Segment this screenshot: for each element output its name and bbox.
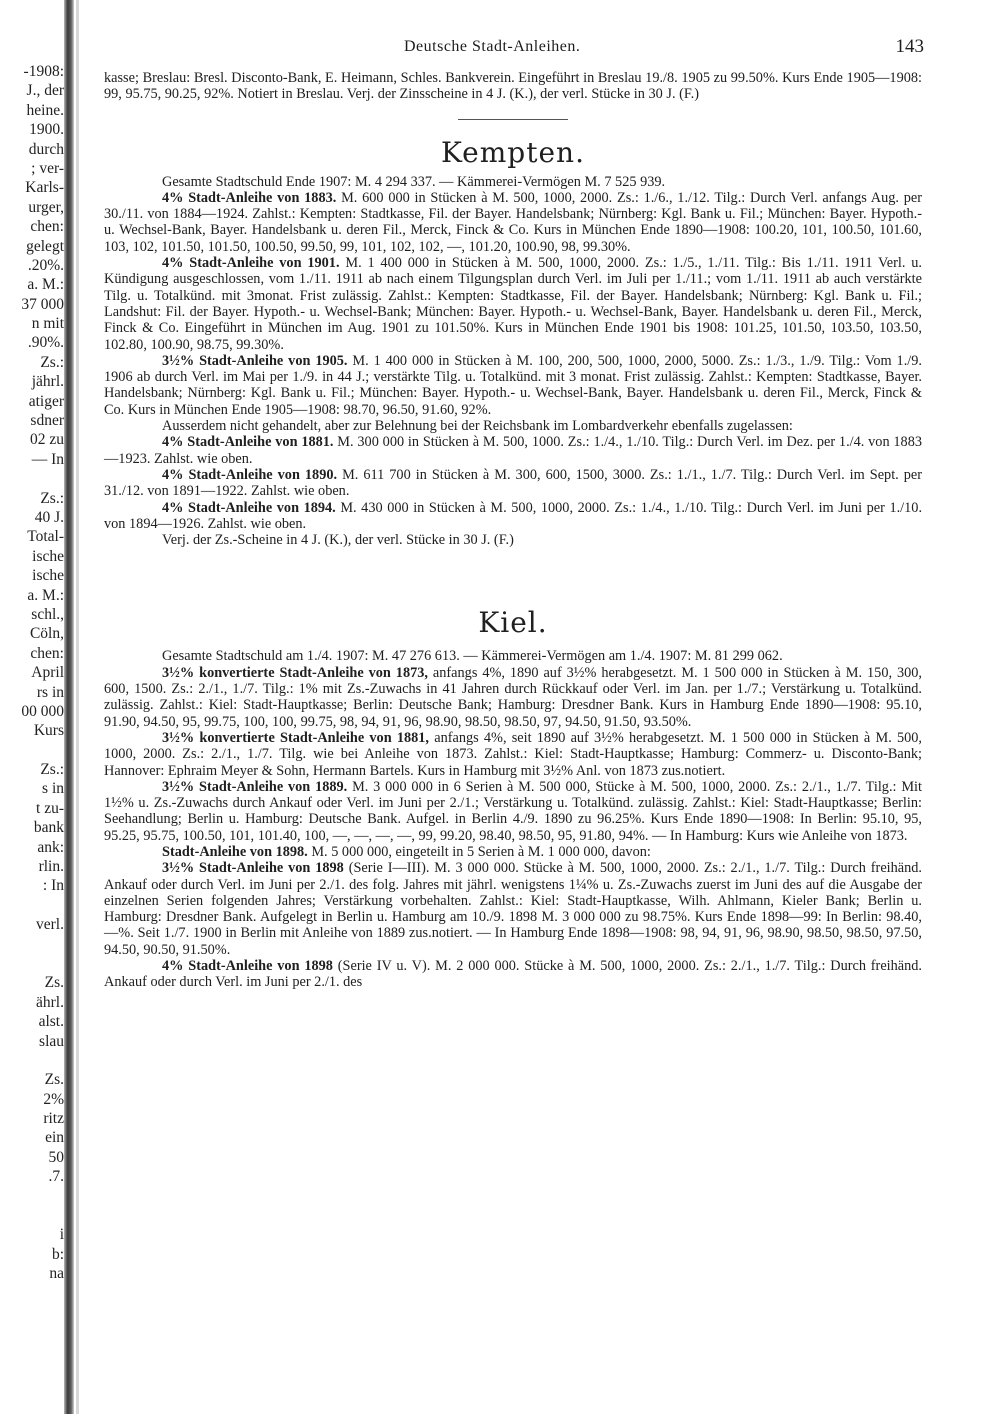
loan-heading: 4% Stadt-Anleihe von 1890.: [162, 466, 338, 483]
page-number: 143: [895, 36, 924, 57]
city-title-kempten: Kempten.: [441, 135, 585, 169]
loan-heading: 4% Stadt-Anleihe von 1894.: [162, 499, 336, 516]
kiel-summary: Gesamte Stadtschuld am 1./4. 1907: M. 47 276 613. — Kämmerei-Vermögen am 1./4. 1907: M. 81 299 062.: [162, 648, 783, 665]
previous-column-fragment: : In: [42, 877, 64, 895]
loan-heading: 4% Stadt-Anleihe von 1901.: [162, 255, 340, 272]
kempten-loan-1881: [104, 434, 922, 467]
previous-column-fragment: rlin.: [38, 858, 64, 876]
main-column: [104, 70, 922, 991]
previous-column-fragment: Zs.:: [40, 353, 64, 371]
kempten-note: Ausserdem nicht gehandelt, aber zur Belehnung bei der Reichsbank im Lombardverkehr ebenfalls zugelassen:: [162, 418, 793, 435]
previous-column-fragment: 02 zu: [29, 431, 64, 449]
intro-paragraph: kasse; Breslau: Bresl. Disconto-Bank, E. Heimann, Schles. Bankverein. Eingeführt in Breslau 19./8. 1905 zu 99.50%. Kurs Ende 1905—1908: 99, 95.75, 90.25, 92%. Notiert in Breslau. Verj. der Zinsscheine in 4 J. (K.), der verl. Stücke in 30 J. (F.): [104, 70, 922, 103]
previous-column-fragment: April: [31, 664, 64, 682]
kempten-loan-1901: [104, 255, 922, 353]
previous-column-fragment: [0, 896, 64, 915]
previous-column-fragment: chen:: [30, 644, 64, 662]
gutter-edge: [76, 0, 79, 1414]
previous-column-fragment: a. M.:: [27, 276, 64, 294]
previous-column-fragment: 40 J.: [34, 508, 64, 526]
kiel-loan-1898-serie-1-3: [104, 860, 922, 958]
previous-column-fragment: alst.: [38, 1013, 64, 1031]
previous-column-fragment: .7.: [48, 1168, 64, 1186]
previous-column-fragment: i: [59, 1226, 64, 1244]
kempten-loan-1883: [104, 190, 922, 255]
loan-heading: 4% Stadt-Anleihe von 1898: [162, 958, 333, 975]
previous-column-fragment: 37 000: [21, 295, 64, 313]
kiel-loan-1889: [104, 779, 922, 844]
loan-text: M. 430 000 in Stücken à M. 500, 1000, 2000. Zs.: 1./4., 1./10. Tilg.: Durch Verl. im Juni per 1./10. von 1894—1926. Zahlst. wie oben.: [104, 499, 923, 532]
city-title-kiel: Kiel.: [478, 606, 548, 640]
previous-column-fragment: J., der: [26, 82, 64, 100]
previous-column-fragment: [0, 954, 64, 973]
previous-column-fragment: [0, 741, 64, 760]
loan-text: M. 300 000 in Stücken à M. 500, 1000. Zs.: 1./4., 1./10. Tilg.: Durch Verl. im Dez. per 1./4. von 1883—1923. Zahlst. wie oben.: [104, 434, 922, 467]
kempten-summary: Gesamte Stadtschuld Ende 1907: M. 4 294 337. — Kämmerei-Vermögen M. 7 525 939.: [162, 173, 666, 190]
previous-column-fragment: [0, 1051, 64, 1070]
previous-column-fragment: [0, 935, 64, 954]
previous-column-fragment: 2%: [43, 1090, 64, 1108]
previous-column-fragment: sdner: [30, 412, 64, 430]
loan-heading: 3½% Stadt-Anleihe von 1889.: [162, 778, 348, 795]
previous-column-fragment: gelegt: [26, 237, 64, 255]
previous-column-fragment: Kurs: [33, 722, 64, 740]
kiel-loan-1898: [104, 844, 922, 860]
loan-heading: Stadt-Anleihe von 1898.: [162, 843, 308, 860]
previous-column-fragment: ank:: [37, 838, 64, 856]
loan-heading: 3½% konvertierte Stadt-Anleihe von 1881,: [162, 729, 430, 746]
loan-text: M. 3 000 000 in 6 Serien à M. 500 000, Stücke à M. 500, 1000, 2000. Zs.: 2./1., 1./7. Tilg.: Mit 1½% u. Zs.-Zuwachs durch Ankauf oder Verl. im Juni per 2./1.; Verstärkung u. Totalkünd. zulässig. Zahlst.: Kiel: Stadt-Hauptkasse; Berlin: Seehandlung; Berlin u. Hamburg: Deutsche Bank. Aufgel. in Berlin 4./9. 1890 zu 96.25%. Kurs Ende 1890—1908: In Berlin: 95.10, 95, 95.25, 95.75, 100.50, 101, 101.40, 100, —, —, —, —, 99, 99.20, 98.40, 98.50, 95, 91.80, 94%. — In Hamburg: Kurs wie Anleihe von 1873.: [104, 778, 922, 844]
previous-column-fragment: ritz: [43, 1110, 64, 1128]
previous-column-fragment: [0, 1187, 64, 1206]
loan-text: M. 1 400 000 in Stücken à M. 100, 200, 500, 1000, 2000, 5000. Zs.: 1./3., 1./9. Tilg.: Vom 1./9. 1906 ab durch Verl. im Mai per 1./9. in 44 J.; verstärkte Tilg. u. Totalkünd. mit 3 monat. Frist zulässig. Zahlst.: Kempten: Stadtkasse, Bayer. Handelsbank; Nürnberg: Kgl. Bank u. Fil.; München: Bayer. Hypoth.- u. Wechsel-Bank, Bayer. Handelsbank u. deren Fil., Merck, Finck & Co. Kurs in München Ende 1905—1908: 98.70, 96.50, 91.60, 92%.: [104, 352, 922, 418]
previous-column-fragment: Cöln,: [29, 625, 64, 643]
previous-column-fragment: b:: [51, 1245, 64, 1263]
previous-column-fragment: s in: [42, 780, 64, 798]
kiel-loan-1881: [104, 730, 922, 779]
loan-text: M. 600 000 in Stücken à M. 500, 1000, 2000. Zs.: 1./6., 1./12. Tilg.: Durch Verl. anfangs Aug. per 30./11. von 1884—1924. Zahlst.: Kempten: Stadtkasse, Fil. der Bayer. Handelsbank; Nürnberg: Kgl. Bank u. Fil.; München: Bayer. Hypoth.- u. Wechsel-Bank, Bayer. Handelsbank u. deren Fil., Merck, Finck & Co. Kurs in München Ende 1890—1908: 100.20, 101, 100.50, 101.60, 103, 102, 101.50, 101.50, 100.50, 99.50, 99, 101, 102, 102, —, 101.20, 100.90, 98, 99.30%.: [104, 189, 922, 255]
loan-text: anfangs 4%, 1890 auf 3½% herabgesetzt. M. 1 500 000 in Stücken à M. 150, 300, 600, 1500. Zs.: 2./1., 1./7. Tilg.: 1% mit Zs.-Zuwachs in 41 Jahren durch Rückkauf oder Verl. im Jan. per 1./7.; Verstärkung u. Totalkünd. zulässig. Zahlst.: Kiel: Stadt-Hauptkasse; Berlin: Deutsche Bank; Hamburg: Dresdner Bank. Kurs in Hamburg Ende 1890—1908: 95.10, 91.90, 94.50, 95, 99.75, 100, 100, 99.75, 98, 94, 91, 96, 98.90, 98.50, 98.50, 97, 94.50, 91.50, 93.50%.: [104, 664, 923, 730]
loan-heading: 4% Stadt-Anleihe von 1881.: [162, 434, 334, 451]
kiel-loan-1898-serie-4-5: [104, 958, 922, 991]
previous-column-fragment: rs in: [36, 683, 64, 701]
previous-column-fragment: Total-: [27, 528, 64, 546]
kempten-loan-1905: [104, 353, 922, 418]
loan-heading: 3½% konvertierte Stadt-Anleihe von 1873,: [162, 664, 428, 681]
page-gutter: [64, 0, 74, 1414]
previous-column-fragment: 00 000: [21, 702, 64, 720]
previous-column-fragment: 1900.: [29, 121, 64, 139]
previous-column-fragment: [0, 1206, 64, 1225]
previous-column-fragment: ein: [45, 1129, 64, 1147]
kempten-loan-1894: [104, 500, 922, 533]
previous-column-fragment: ; ver-: [31, 159, 64, 177]
previous-column-fragment: Zs.: [44, 1071, 64, 1089]
previous-column-fragment: verl.: [36, 916, 64, 934]
previous-column-fragment: ische: [32, 567, 64, 585]
loan-text: (Serie I—III). M. 3 000 000. Stücke à M. 500, 1000, 2000. Zs.: 2./1., 1./7. Tilg.: Durch freihänd. Ankauf oder durch Verl. im Juni per 2./1. des folg. Jahres mit jährl. wenigstens 1¼% u. Zs.-Zuwachs zuerst im Juni des auf die Ausgabe der einzelnen Serien folgenden Jahres; Verstärkung vorbehalten. Zahlst.: Kiel: Stadt-Hauptkasse, Wilh. Ahlmann, Kieler Bank; Berlin u. Hamburg: Dresdner Bank. Aufgelegt in Berlin u. Hamburg am 10./9. 1898 M. 3 000 000 zu 98.75%. Kurs Ende 1898—99: In Berlin: 98.40, —%. Seit 1./7. 1900 in Berlin mit Anleihe von 1889 zus.notiert. — In Hamburg Ende 1898—1908: 98, 94, 91, 96, 98.90, 98.50, 98.50, 97.50, 94.50, 90.50, 91.50%.: [104, 860, 922, 958]
previous-column-fragment: .90%.: [27, 334, 64, 352]
section-divider: [458, 119, 568, 120]
previous-column-fragment: slau: [39, 1032, 64, 1050]
previous-column-fragment: — In: [31, 450, 64, 468]
previous-column-fragment: Zs.:: [40, 489, 64, 507]
loan-text: M. 611 700 in Stücken à M. 300, 600, 1500, 3000. Zs.: 1./1., 1./7. Tilg.: Durch Verl. im Sept. per 31./12. von 1891—1922. Zahlst. wie oben.: [104, 466, 923, 500]
loan-heading: 3½% Stadt-Anleihe von 1905.: [162, 352, 348, 369]
loan-heading: 3½% Stadt-Anleihe von 1898: [162, 860, 344, 877]
previous-column-fragment: Zs.: [44, 974, 64, 992]
previous-column-fragment: -1908:: [23, 63, 64, 80]
running-title: Deutsche Stadt-Anleihen.: [404, 38, 581, 55]
previous-column-fragment: bank: [33, 819, 64, 837]
previous-column-fragment: chen:: [30, 218, 64, 236]
kiel-loan-1873: [104, 665, 922, 730]
loan-text: M. 5 000 000, eingeteilt in 5 Serien à M. 1 000 000, davon:: [307, 843, 651, 860]
previous-column-fragment: heine.: [26, 101, 64, 119]
previous-column-fragment: [0, 469, 64, 488]
previous-column-fragment: a. M.:: [27, 586, 64, 604]
previous-column-fragment: t zu-: [36, 799, 64, 817]
previous-column-fragment: Zs.:: [40, 761, 64, 779]
previous-column-fragment: urger,: [28, 198, 64, 216]
previous-column-fragment: ische: [32, 547, 64, 565]
previous-column-fragment: ährl.: [36, 993, 64, 1011]
previous-column-fragment: schl.,: [31, 605, 64, 623]
loan-text: anfangs 4%, seit 1890 auf 3½% herabgesetzt. M. 1 500 000 in Stücken à M. 500, 1000, 2000. Zs.: 2./1., 1./7. Tilg. wie bei Anleihe von 1873. Zahlst.: Kiel: Stadt-Hauptkasse; Hamburg: Commerz- u. Disconto-Bank; Hannover: Ephraim Meyer & Sohn, Hermann Bartels. Kurs in Hamburg mit 3½% Anl. von 1873 zus.notiert.: [104, 729, 922, 779]
previous-page-column: [0, 62, 64, 1284]
kempten-verj: Verj. der Zs.-Scheine in 4 J. (K.), der verl. Stücke in 30 J. (F.): [162, 532, 514, 549]
previous-column-fragment: na: [49, 1265, 64, 1283]
loan-text: (Serie IV u. V). M. 2 000 000. Stücke à M. 500, 1000, 2000. Zs.: 2./1., 1./7. Tilg.: Durch freihänd. Ankauf oder durch Verl. im Juni per 2./1. des: [104, 958, 922, 991]
previous-column-fragment: .20%.: [27, 256, 64, 274]
kempten-loan-1890: [104, 467, 922, 500]
loan-text: M. 1 400 000 in Stücken à M. 500, 1000, 2000. Zs.: 1./5., 1./11. Tilg.: Bis 1./11. 1911 Verl. u. Kündigung ausgeschlossen, vom 1./11. 1911 ab nach einem Tilgungsplan durch Verl. im Juli per 1./11.; vom 1./11. 1911 ab auch verstärkte Tilg. u. Totalkünd. mit 3monat. Frist zulässig. Zahlst.: Kempten: Stadtkasse, Fil. der Bayer. Handelsbank; Nürnberg: Kgl. Bank u. Fil.; Landshut: Fil. der Bayer. Hypoth.- u. Wechsel-Bank; München: Bayer. Hypoth.- u. Wechsel-Bank, Bayer. Handelsbank u. deren Fil., Merck, Finck & Co. Eingeführt in München im Aug. 1901 zu 101.50%. Kurs in München Ende 1901 bis 1908: 101.25, 101.50, 103.50, 103.50, 102.80, 100.90, 98.75, 99.30%.: [104, 255, 922, 353]
previous-column-fragment: jährl.: [31, 373, 64, 391]
loan-heading: 4% Stadt-Anleihe von 1883.: [162, 189, 337, 206]
previous-column-fragment: Karls-: [25, 179, 64, 197]
previous-column-fragment: 50: [48, 1148, 64, 1166]
previous-column-fragment: durch: [28, 140, 64, 158]
previous-column-fragment: atiger: [28, 392, 64, 410]
previous-column-fragment: n mit: [31, 315, 64, 333]
page-header: [104, 38, 924, 62]
